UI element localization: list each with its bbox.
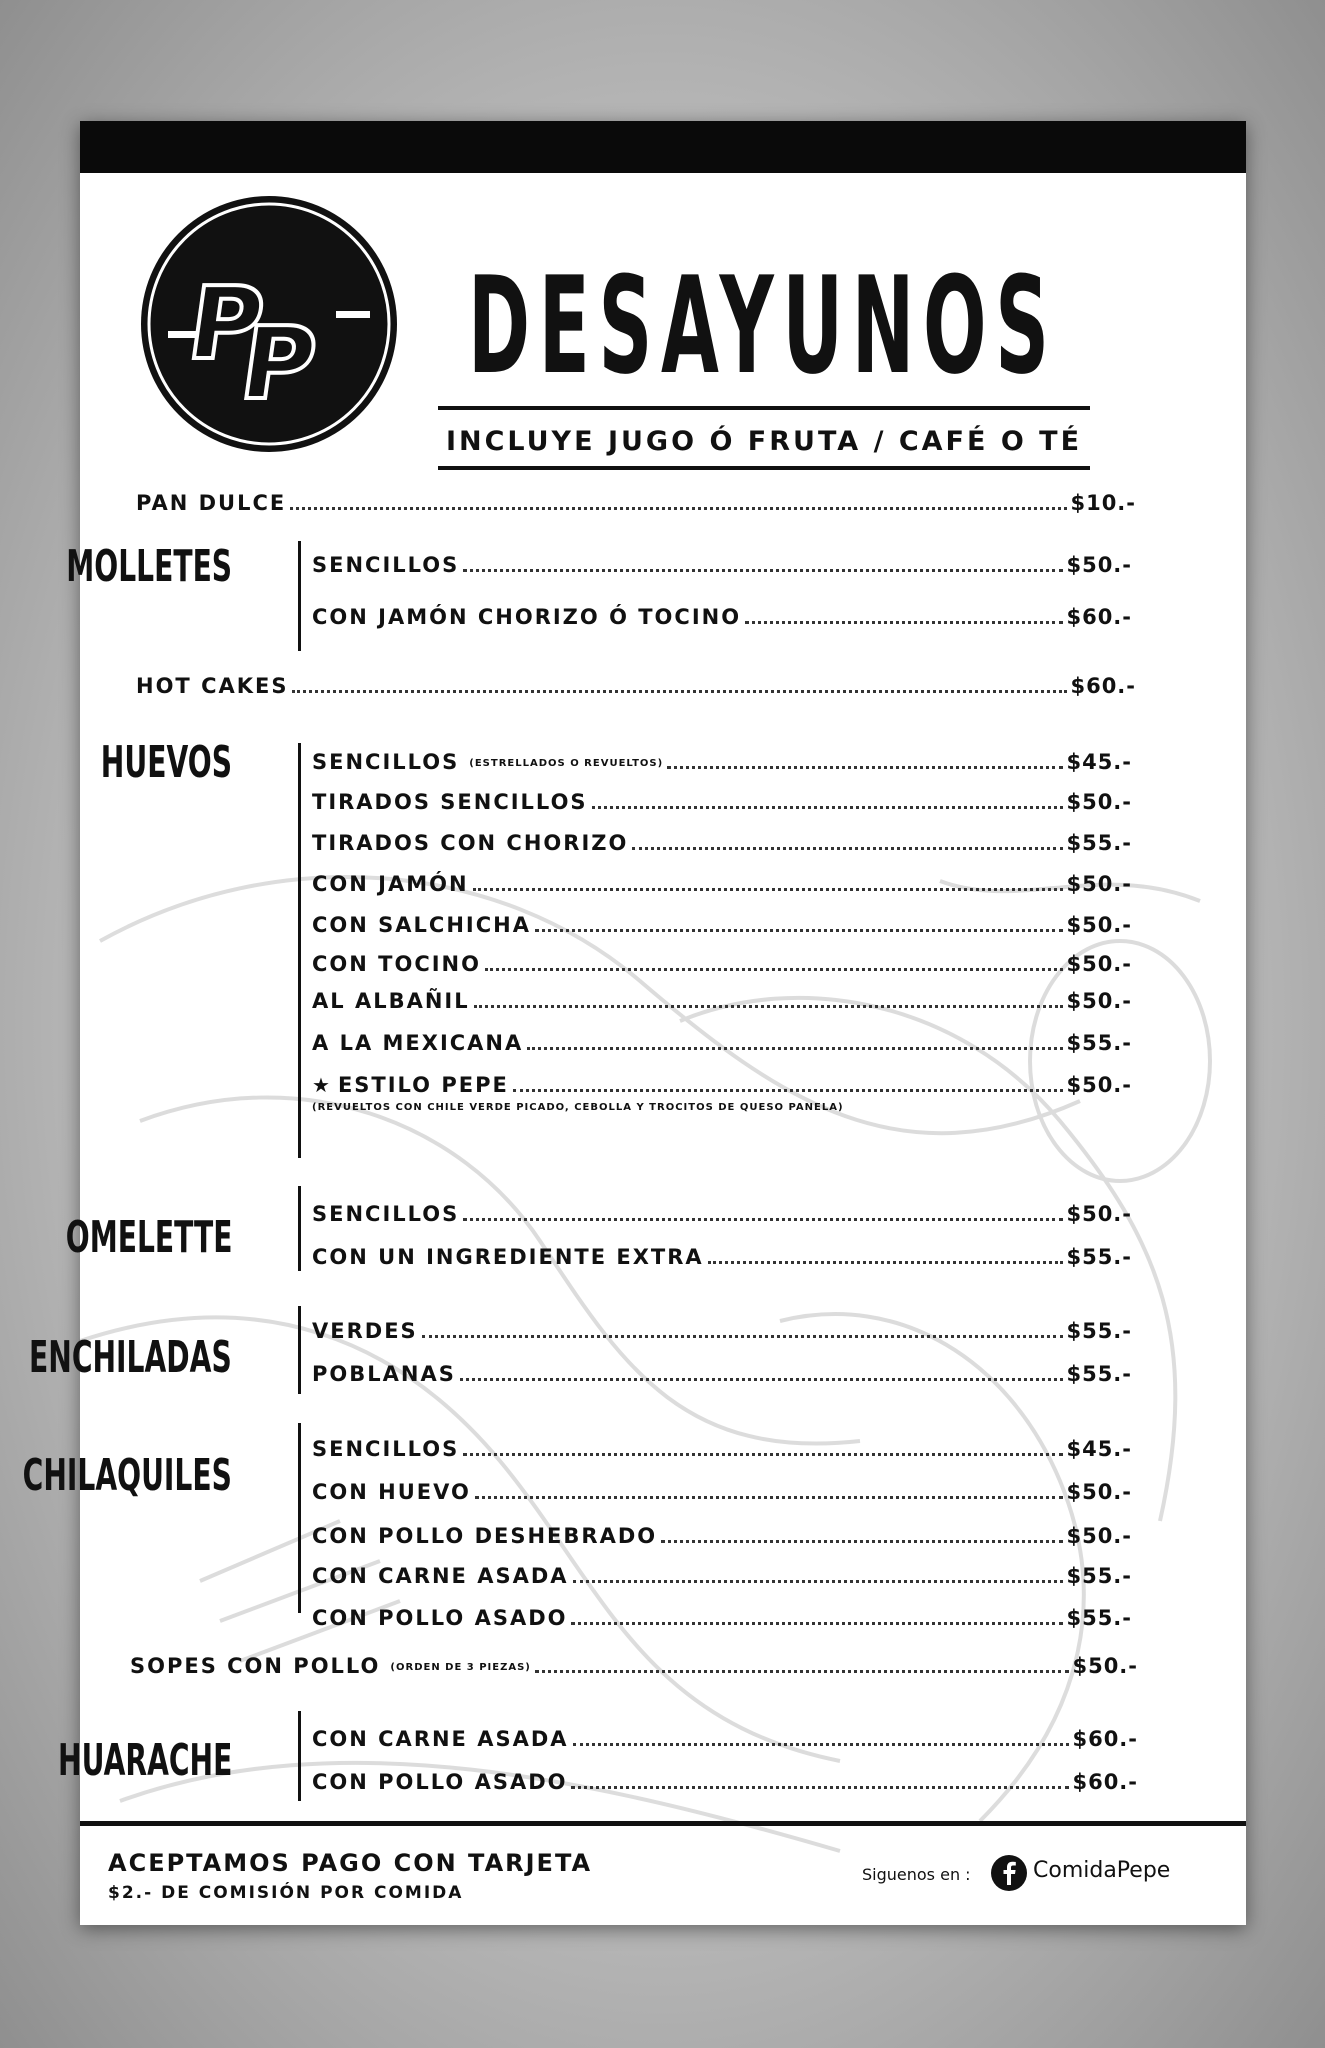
menu-item-pan-dulce (136, 485, 1136, 515)
category-divider (298, 1186, 301, 1271)
item-price: $60.- (1072, 1727, 1138, 1751)
menu-subtitle: INCLUYE JUGO Ó FRUTA / CAFÉ O TÉ (445, 426, 1083, 457)
dot-leader (422, 1335, 1064, 1338)
dot-leader (571, 1786, 1069, 1789)
category-omelette: OMELETTE (65, 1212, 232, 1263)
item-price: $55.- (1066, 1245, 1132, 1269)
dot-leader (661, 1540, 1063, 1543)
item-price: $55.- (1066, 1031, 1132, 1055)
item-label: TIRADOS SENCILLOS (312, 790, 588, 814)
menu-item (312, 1313, 1132, 1343)
dot-leader (463, 569, 1063, 572)
item-label: ESTILO PEPE (337, 1073, 509, 1097)
item-price: $50.- (1066, 790, 1132, 814)
menu-item (312, 1764, 1138, 1794)
item-price: $50.- (1072, 1654, 1138, 1678)
dot-leader (535, 1670, 1070, 1673)
star-icon: ★ (312, 1073, 332, 1097)
dot-leader (527, 1047, 1063, 1050)
item-label: TIRADOS CON CHORIZO (312, 831, 629, 855)
menu-item (312, 1356, 1132, 1386)
item-label: CON TOCINO (312, 952, 481, 976)
item-label: SENCILLOS (312, 553, 460, 577)
item-price: $45.- (1066, 750, 1132, 774)
item-price: $50.- (1066, 872, 1132, 896)
item-price: $50.- (1066, 952, 1132, 976)
item-label: CON CARNE ASADA (312, 1727, 569, 1751)
item-price: $55.- (1066, 1606, 1132, 1630)
dot-leader (463, 1218, 1063, 1221)
item-price: $55.- (1066, 1319, 1132, 1343)
dot-leader (513, 1089, 1064, 1092)
top-bar (80, 121, 1246, 173)
item-price: $60.- (1066, 605, 1132, 629)
item-label: PAN DULCE (136, 491, 287, 515)
background-illustration (80, 821, 1246, 1871)
item-price: $50.- (1066, 1202, 1132, 1226)
item-label: CON POLLO ASADO (312, 1606, 568, 1630)
category-huarache: HUARACHE (57, 1735, 232, 1786)
item-price: $55.- (1066, 1362, 1132, 1386)
item-label: VERDES (312, 1319, 418, 1343)
item-price: $50.- (1066, 989, 1132, 1013)
menu-sheet (22, 121, 1246, 1925)
dot-leader (535, 929, 1064, 932)
commission-note: $2.- DE COMISIÓN POR COMIDA (108, 1883, 464, 1903)
dot-leader (290, 507, 1067, 510)
menu-item (312, 1025, 1132, 1055)
item-label: CON POLLO ASADO (312, 1770, 568, 1794)
menu-item (312, 547, 1132, 577)
menu-item (312, 1518, 1132, 1548)
menu-item (312, 983, 1132, 1013)
facebook-name[interactable]: ComidaPepe (1033, 1858, 1171, 1883)
menu-item (312, 1721, 1138, 1751)
dot-leader (474, 1005, 1064, 1008)
dot-leader (473, 888, 1064, 891)
item-note: (ESTRELLADOS O REVUELTOS) (469, 758, 664, 769)
facebook-icon[interactable] (990, 1854, 1028, 1892)
category-huevos: HUEVOS (100, 737, 232, 788)
menu-item (312, 1196, 1132, 1226)
menu-item (312, 1600, 1132, 1630)
svg-text:P: P (181, 265, 272, 382)
item-price: $55.- (1066, 1564, 1132, 1588)
dot-leader (667, 766, 1063, 769)
menu-item-hot-cakes (136, 668, 1136, 698)
item-label: CON CARNE ASADA (312, 1564, 569, 1588)
dot-leader (475, 1496, 1064, 1499)
item-label: POBLANAS (312, 1362, 456, 1386)
pp-logo (138, 193, 400, 455)
item-label: CON SALCHICHA (312, 913, 531, 937)
follow-label: Siguenos en : (862, 1865, 971, 1884)
menu-item (312, 907, 1132, 937)
svg-text:P: P (233, 305, 324, 422)
category-molletes: MOLLETES (66, 541, 232, 592)
dot-leader (485, 968, 1063, 971)
item-price: $50.- (1066, 553, 1132, 577)
dot-leader (463, 1453, 1063, 1456)
menu-item (312, 1239, 1132, 1269)
menu-item (312, 744, 1132, 774)
dot-leader (745, 621, 1063, 624)
menu-item (312, 825, 1132, 855)
menu-item-estilo-pepe (312, 1067, 1132, 1097)
item-label: CON HUEVO (312, 1480, 471, 1504)
title-underline (438, 406, 1090, 410)
item-label: SENCILLOS (312, 1202, 460, 1226)
category-enchiladas: ENCHILADAS (29, 1332, 232, 1383)
estilo-pepe-note: (REVUELTOS CON CHILE VERDE PICADO, CEBOLLA Y TROCITOS DE QUESO PANELA) (312, 1102, 844, 1113)
menu-item (312, 866, 1132, 896)
item-price: $50.- (1066, 1073, 1132, 1097)
menu-item (312, 599, 1132, 629)
item-label: A LA MEXICANA (312, 1031, 524, 1055)
dot-leader (592, 806, 1064, 809)
item-price: $10.- (1070, 491, 1136, 515)
item-label: CON UN INGREDIENTE EXTRA (312, 1245, 704, 1269)
dot-leader (708, 1261, 1064, 1264)
category-divider (298, 541, 301, 651)
dot-leader (573, 1580, 1064, 1583)
category-divider (298, 1423, 301, 1613)
menu-item (312, 784, 1132, 814)
category-chilaquiles: CHILAQUILES (22, 1450, 232, 1501)
footer-rule (80, 1821, 1246, 1826)
item-label: CON JAMÓN CHORIZO Ó TOCINO (312, 605, 742, 629)
menu-item (312, 946, 1132, 976)
dot-leader (571, 1622, 1063, 1625)
item-label: AL ALBAÑIL (312, 989, 470, 1013)
item-label: SENCILLOS (312, 750, 460, 774)
category-divider (298, 1711, 301, 1801)
dot-leader (573, 1743, 1070, 1746)
menu-item (312, 1431, 1132, 1461)
item-label: SENCILLOS (312, 1437, 460, 1461)
menu-item (312, 1558, 1132, 1588)
item-price: $50.- (1066, 913, 1132, 937)
item-label: HOT CAKES (136, 674, 289, 698)
item-label: CON JAMÓN (312, 872, 469, 896)
menu-title: DESAYUNOS (468, 248, 1058, 404)
item-price: $55.- (1066, 831, 1132, 855)
payment-note: ACEPTAMOS PAGO CON TARJETA (108, 1849, 593, 1877)
dot-leader (460, 1378, 1064, 1381)
category-divider (298, 743, 301, 1158)
item-price: $50.- (1066, 1524, 1132, 1548)
dot-leader (292, 690, 1067, 693)
item-price: $50.- (1066, 1480, 1132, 1504)
category-divider (298, 1306, 301, 1394)
menu-item (312, 1474, 1132, 1504)
item-label: CON POLLO DESHEBRADO (312, 1524, 658, 1548)
menu-item-sopes (130, 1648, 1138, 1678)
subtitle-underline (438, 466, 1090, 470)
item-price: $45.- (1066, 1437, 1132, 1461)
item-label: SOPES CON POLLO (130, 1654, 381, 1678)
item-note: (ORDEN DE 3 PIEZAS) (390, 1662, 531, 1673)
item-price: $60.- (1072, 1770, 1138, 1794)
item-price: $60.- (1070, 674, 1136, 698)
dot-leader (632, 847, 1063, 850)
